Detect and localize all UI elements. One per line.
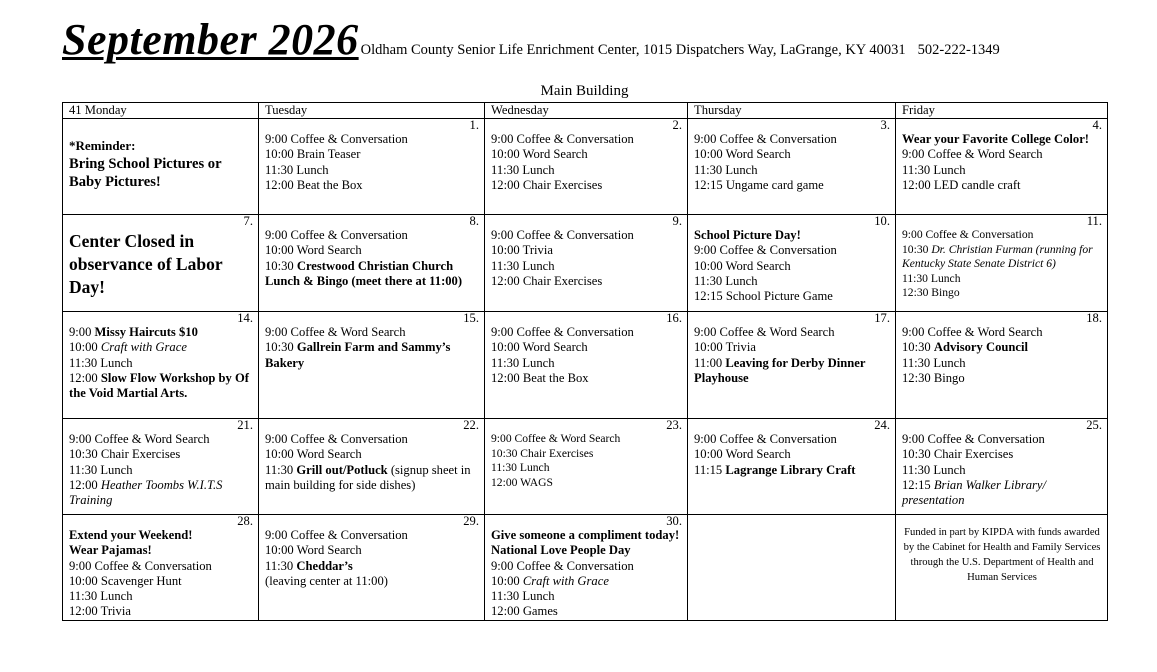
organization-address: Oldham County Senior Life Enrichment Center, 1015 Dispatchers Way, LaGrange, KY 40031 xyxy=(360,42,906,58)
event-item: 9:00 Coffee & Conversation xyxy=(491,325,634,339)
event-item: 10:00 Scavenger Hunt xyxy=(69,573,182,588)
event-item: 10:00 Word Search xyxy=(694,447,791,462)
day-number: 30. xyxy=(666,514,682,528)
event-item: 10:00 Brain Teaser xyxy=(265,147,361,162)
event-item: 11:30 Lunch xyxy=(265,162,329,177)
special-note: Wear your Favorite College Color! xyxy=(902,132,1089,146)
day-cell-aug-31 xyxy=(63,119,259,215)
calendar-grid xyxy=(62,102,1108,621)
event-item: 10:00 Trivia xyxy=(694,340,756,355)
event-item: 12:00 Trivia xyxy=(69,604,131,619)
event-item: 12:00 Games xyxy=(491,604,558,619)
event-item: 10:30 Chair Exercises xyxy=(902,447,1014,462)
day-cell-empty xyxy=(688,515,896,621)
day-number: 16. xyxy=(666,311,682,325)
event-item: 10:00 Trivia xyxy=(491,243,553,258)
event-item: 11:30 Grill out/Potluck (signup sheet in main building for side dishes) xyxy=(265,462,471,492)
event-item: 10:00 Craft with Grace xyxy=(69,340,187,355)
day-number: 25. xyxy=(1086,418,1102,432)
week-row-4 xyxy=(63,419,1108,515)
week-row-5 xyxy=(63,515,1108,621)
event-item: 12:15 Brian Walker Library/ presentation xyxy=(902,477,1047,508)
day-number: 11. xyxy=(1086,214,1102,228)
event-item: 9:00 Coffee & Conversation xyxy=(694,432,837,446)
event-item: 11:00 Leaving for Derby Dinner Playhouse xyxy=(694,355,866,385)
week-row-3 xyxy=(63,312,1108,419)
event-item: 10:30 Crestwood Christian Church Lunch & Bingo (meet there at 11:00) xyxy=(265,258,463,288)
special-note: Give someone a compliment today! National Love People Day xyxy=(491,528,680,558)
day-number: 10. xyxy=(874,214,890,228)
event-item: 9:00 Coffee & Conversation xyxy=(265,228,408,242)
building-label: Main Building xyxy=(540,83,629,99)
event-item: 11:30 Lunch xyxy=(694,162,758,177)
day-number: 4. xyxy=(1092,118,1102,132)
event-item: 11:30 Lunch xyxy=(491,162,555,177)
event-item: 12:00 LED candle craft xyxy=(902,177,1021,192)
event-item: 11:30 Lunch xyxy=(69,355,133,370)
day-cell-7 xyxy=(63,215,259,312)
event-item: 12:00 Chair Exercises xyxy=(491,177,603,192)
calendar-header xyxy=(62,14,1122,74)
funding-cell xyxy=(896,515,1108,621)
event-item: 12:00 Slow Flow Workshop by Of the Void Martial Arts. xyxy=(69,370,249,401)
event-item: 10:00 Craft with Grace xyxy=(491,573,609,588)
calendar-title: September 2026 xyxy=(62,15,359,64)
event-item: 11:30 Lunch xyxy=(491,355,555,370)
organization-phone: 502-222-1349 xyxy=(917,42,1000,58)
event-item: 10:00 Word Search xyxy=(265,243,362,258)
event-item: 9:00 Coffee & Word Search xyxy=(902,325,1043,339)
day-cell-11 xyxy=(896,215,1108,312)
weekday-thursday: Thursday xyxy=(688,103,896,119)
event-item: 12:00 Chair Exercises xyxy=(491,273,603,288)
day-number: 7. xyxy=(243,214,253,228)
day-cell-25 xyxy=(896,419,1108,515)
special-note: School Picture Day! xyxy=(694,228,801,242)
week-row-2 xyxy=(63,215,1108,312)
event-item: 9:00 Coffee & Word Search xyxy=(902,147,1043,162)
event-item: 11:30 Lunch xyxy=(694,273,758,288)
event-item: 12:00 Heather Toombs W.I.T.S Training xyxy=(69,477,223,508)
event-item: 11:30 Lunch xyxy=(902,462,966,477)
event-item: 9:00 Coffee & Word Search xyxy=(491,432,621,445)
event-item: 10:30 Chair Exercises xyxy=(491,446,594,460)
day-cell-16 xyxy=(485,312,688,419)
day-cell-17 xyxy=(688,312,896,419)
day-number: 21. xyxy=(237,418,253,432)
event-item: 12:30 Bingo xyxy=(902,286,960,300)
event-item: 9:00 Coffee & Conversation xyxy=(491,132,634,146)
day-cell-8 xyxy=(259,215,485,312)
day-cell-14 xyxy=(63,312,259,419)
weekday-tuesday: Tuesday xyxy=(259,103,485,119)
event-item: 10:00 Word Search xyxy=(265,447,362,462)
event-item: 9:00 Coffee & Conversation xyxy=(265,132,408,146)
day-number: 8. xyxy=(469,214,479,228)
event-item: 10:00 Word Search xyxy=(491,147,588,162)
day-cell-28 xyxy=(63,515,259,621)
event-item: 10:30 Dr. Christian Furman (running for Kentucky State Senate District 6) xyxy=(902,242,1093,271)
event-item: 9:00 Coffee & Word Search xyxy=(69,432,210,446)
event-item: 11:30 Lunch xyxy=(902,162,966,177)
event-item: 12:00 WAGS xyxy=(491,475,553,489)
day-number: 14. xyxy=(237,311,253,325)
event-item: 9:00 Coffee & Conversation xyxy=(902,228,1034,241)
event-item: 10:30 Chair Exercises xyxy=(69,447,181,462)
day-number: 29. xyxy=(463,514,479,528)
weekday-wednesday: Wednesday xyxy=(485,103,688,119)
day-cell-29 xyxy=(259,515,485,621)
day-cell-30 xyxy=(485,515,688,621)
event-item: 12:00 Beat the Box xyxy=(265,177,363,192)
day-cell-10 xyxy=(688,215,896,312)
event-item: 9:00 Coffee & Conversation xyxy=(694,243,837,258)
event-item: 10:00 Word Search xyxy=(694,258,791,273)
day-cell-4 xyxy=(896,119,1108,215)
special-note: Extend your Weekend! xyxy=(69,528,193,542)
day-number: 15. xyxy=(463,311,479,325)
day-number: 9. xyxy=(672,214,682,228)
funding-note: Funded in part by KIPDA with funds awarded by the Cabinet for Health and Family Services through the U.S. Department of Health and Human Services xyxy=(903,527,1101,583)
event-item: 12:30 Bingo xyxy=(902,370,965,385)
day-number: 23. xyxy=(666,418,682,432)
weekday-header-row xyxy=(63,103,1108,119)
day-cell-22 xyxy=(259,419,485,515)
event-item: 12:15 School Picture Game xyxy=(694,289,833,304)
weekday-monday: 41 Monday xyxy=(63,103,259,119)
day-cell-15 xyxy=(259,312,485,419)
day-cell-23 xyxy=(485,419,688,515)
reminder-text: Bring School Pictures or Baby Pictures! xyxy=(69,156,222,191)
event-item: 10:00 Word Search xyxy=(265,543,362,558)
event-item: 11:30 Lunch xyxy=(491,461,550,475)
event-item: 9:00 Coffee & Conversation xyxy=(694,132,837,146)
event-item: 11:30 Lunch xyxy=(69,589,133,604)
day-cell-18 xyxy=(896,312,1108,419)
closed-notice: Center Closed in observance of Labor Day! xyxy=(69,231,223,297)
day-number: 2. xyxy=(672,118,682,132)
week-row-1 xyxy=(63,119,1108,215)
special-note: Wear Pajamas! xyxy=(69,543,152,558)
event-item: 10:00 Word Search xyxy=(694,147,791,162)
event-item: 9:00 Coffee & Word Search xyxy=(694,325,835,339)
event-item: 9:00 Coffee & Conversation xyxy=(69,558,212,573)
day-number: 18. xyxy=(1086,311,1102,325)
day-number: 24. xyxy=(874,418,890,432)
day-number: 22. xyxy=(463,418,479,432)
event-item: 9:00 Coffee & Conversation xyxy=(265,528,408,542)
event-item: 11:15 Lagrange Library Craft xyxy=(694,462,856,477)
day-cell-21 xyxy=(63,419,259,515)
event-item: 9:00 Coffee & Conversation xyxy=(265,432,408,446)
reminder-label: *Reminder: xyxy=(69,138,136,153)
event-item: 11:30 Lunch xyxy=(491,258,555,273)
event-item: 9:00 Missy Haircuts $10 xyxy=(69,325,198,339)
event-item: 10:30 Gallrein Farm and Sammy’s Bakery xyxy=(265,340,451,370)
event-item: 10:00 Word Search xyxy=(491,340,588,355)
day-number: 17. xyxy=(874,311,890,325)
event-item: 12:00 Beat the Box xyxy=(491,370,589,385)
event-item: 9:00 Coffee & Word Search xyxy=(265,325,406,339)
event-item: 9:00 Coffee & Conversation xyxy=(902,432,1045,446)
event-item: 11:30 Lunch xyxy=(902,355,966,370)
day-number: 1. xyxy=(469,118,479,132)
day-number: 3. xyxy=(880,118,890,132)
day-number: 28. xyxy=(237,514,253,528)
event-item: 11:30 Cheddar’s xyxy=(265,558,353,573)
day-cell-2 xyxy=(485,119,688,215)
event-item: 9:00 Coffee & Conversation xyxy=(491,228,634,242)
event-item: (leaving center at 11:00) xyxy=(265,573,388,588)
event-item: 10:30 Advisory Council xyxy=(902,340,1028,355)
event-item: 11:30 Lunch xyxy=(69,462,133,477)
event-item: 9:00 Coffee & Conversation xyxy=(491,558,634,573)
event-item: 11:30 Lunch xyxy=(491,589,555,604)
organization-info xyxy=(361,42,1000,59)
day-cell-1 xyxy=(259,119,485,215)
event-item: 12:15 Ungame card game xyxy=(694,177,824,192)
day-cell-24 xyxy=(688,419,896,515)
event-item: 11:30 Lunch xyxy=(902,271,961,285)
day-cell-3 xyxy=(688,119,896,215)
day-cell-9 xyxy=(485,215,688,312)
weekday-friday: Friday xyxy=(896,103,1108,119)
